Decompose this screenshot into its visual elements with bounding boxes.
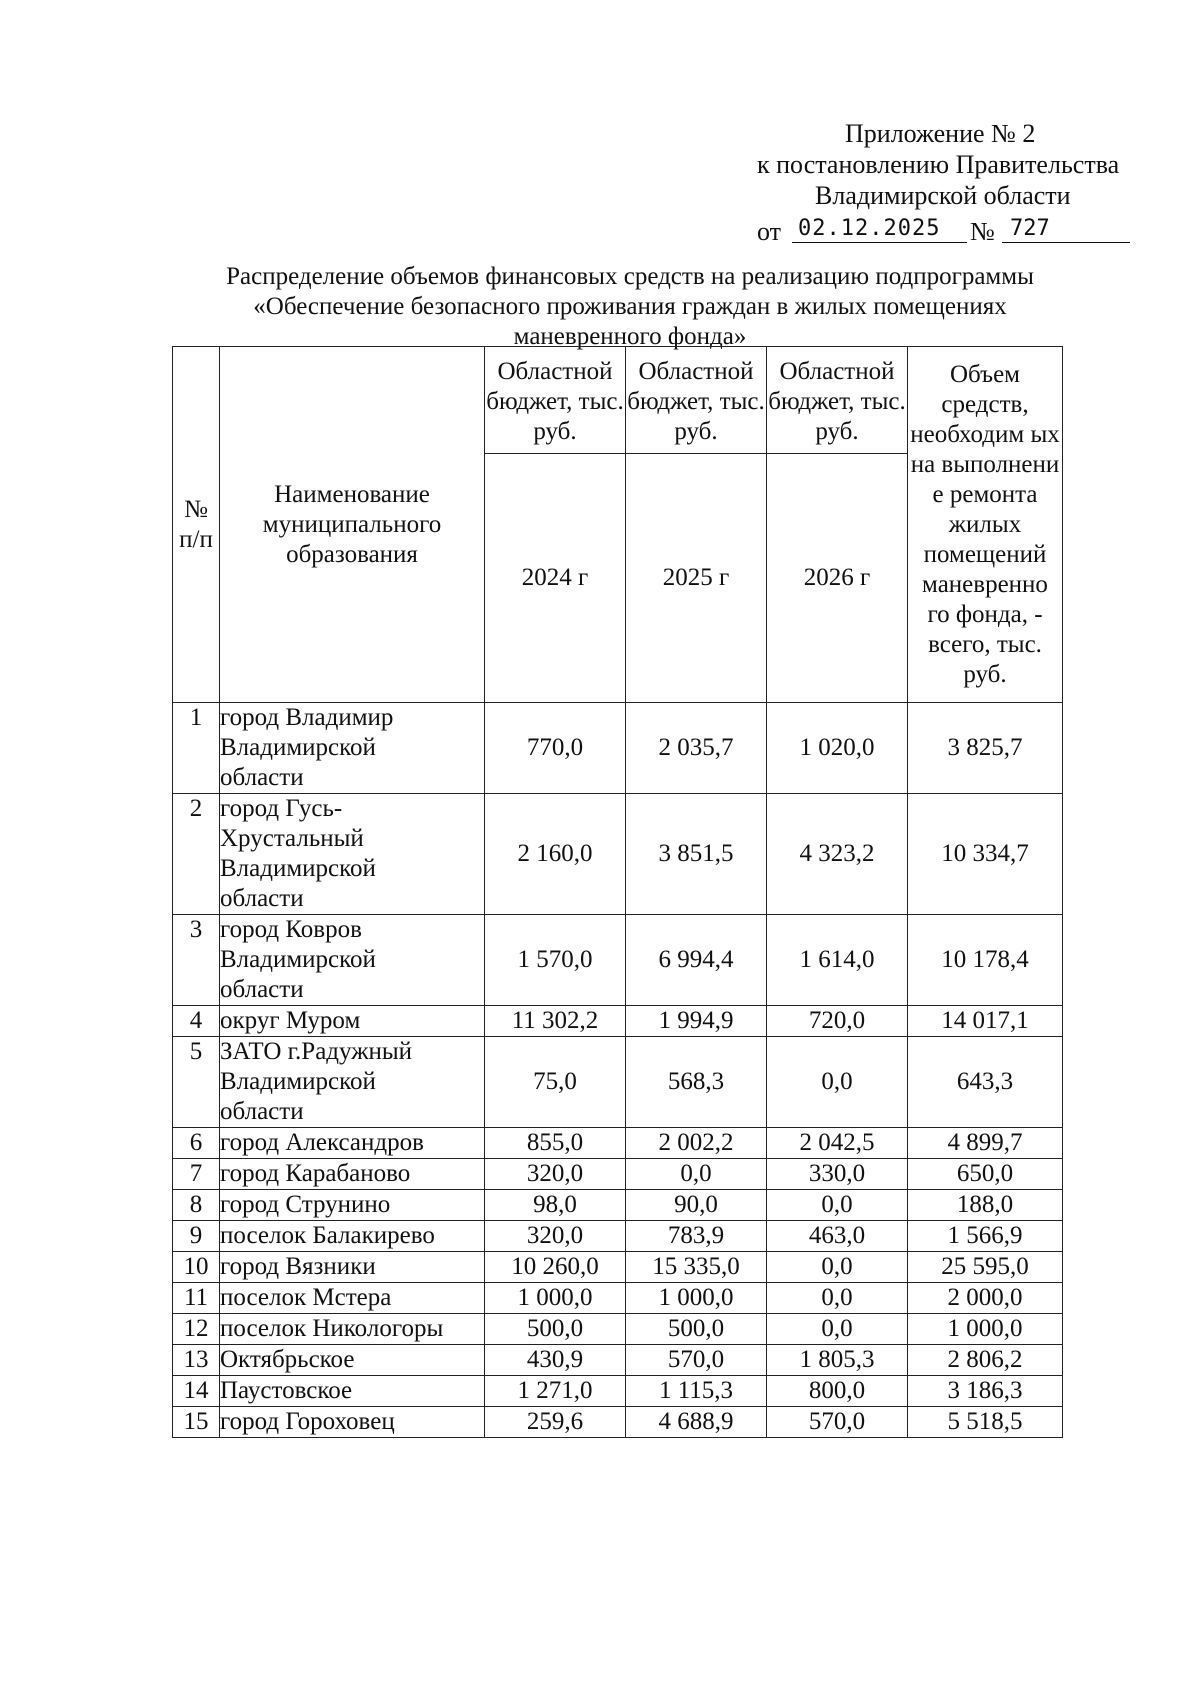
row-total: 2 000,0 (908, 1283, 1063, 1314)
title-line-1: Распределение объемов финансовых средств на реализацию подпрограммы (226, 263, 1034, 290)
row-number: 15 (173, 1407, 220, 1438)
row-value-2026: 330,0 (767, 1159, 908, 1190)
row-value-2024: 500,0 (485, 1314, 626, 1345)
row-value-2025: 1 994,9 (626, 1006, 767, 1037)
row-total: 4 899,7 (908, 1128, 1063, 1159)
row-value-2024: 1 570,0 (485, 915, 626, 1006)
row-value-2026: 1 020,0 (767, 703, 908, 794)
row-number: 9 (173, 1221, 220, 1252)
row-value-2026: 0,0 (767, 1037, 908, 1128)
row-total: 643,3 (908, 1037, 1063, 1128)
table-row (173, 1407, 1063, 1438)
row-value-2026: 4 323,2 (767, 794, 908, 915)
row-value-2024: 1 000,0 (485, 1283, 626, 1314)
row-value-2024: 98,0 (485, 1190, 626, 1221)
row-number: 1 (173, 703, 220, 794)
row-municipality: округ Муром (220, 1006, 485, 1037)
row-total: 3 186,3 (908, 1376, 1063, 1407)
funding-table (172, 346, 1063, 1438)
row-number: 13 (173, 1345, 220, 1376)
table-row (173, 1283, 1063, 1314)
appendix-title: Приложение № 2 (845, 119, 1036, 148)
row-value-2026: 0,0 (767, 1283, 908, 1314)
row-total: 188,0 (908, 1190, 1063, 1221)
table-row (173, 1006, 1063, 1037)
row-municipality: город Гороховец (220, 1407, 485, 1438)
header-budget-2026: Областной бюджет, тыс. руб. (767, 347, 908, 454)
row-municipality: поселок Никологоры (220, 1314, 485, 1345)
title-line-3: маневренного фонда» (513, 323, 747, 350)
row-value-2024: 11 302,2 (485, 1006, 626, 1037)
row-municipality: город Карабаново (220, 1159, 485, 1190)
row-value-2025: 15 335,0 (626, 1252, 767, 1283)
row-total: 25 595,0 (908, 1252, 1063, 1283)
row-value-2026: 463,0 (767, 1221, 908, 1252)
table-row (173, 915, 1063, 1006)
header-name: Наименование муниципального образования (220, 347, 485, 703)
row-total: 1 566,9 (908, 1221, 1063, 1252)
appendix-date-number-line (757, 216, 1157, 248)
row-number: 3 (173, 915, 220, 1006)
row-total: 14 017,1 (908, 1006, 1063, 1037)
row-number: 4 (173, 1006, 220, 1037)
row-municipality: город Гусь- Хрустальный Владимирской области (220, 794, 485, 915)
row-number: 6 (173, 1128, 220, 1159)
row-total: 10 334,7 (908, 794, 1063, 915)
row-number: 5 (173, 1037, 220, 1128)
row-municipality: поселок Мстера (220, 1283, 485, 1314)
row-value-2025: 568,3 (626, 1037, 767, 1128)
row-value-2026: 570,0 (767, 1407, 908, 1438)
appendix-region: Владимирской области (815, 181, 1071, 210)
row-value-2025: 500,0 (626, 1314, 767, 1345)
row-value-2025: 570,0 (626, 1345, 767, 1376)
header-total: Объем средств, необходим ых на выполнени е ремонта жилых помещений маневренно го фонда, - всего, тыс. руб. (908, 347, 1063, 703)
decree-number: 727 (1002, 213, 1130, 243)
table-row (173, 1037, 1063, 1128)
row-value-2024: 320,0 (485, 1159, 626, 1190)
row-value-2025: 783,9 (626, 1221, 767, 1252)
appendix-reference: к постановлению Правительства (757, 150, 1120, 179)
document-title (180, 262, 1080, 352)
row-municipality: ЗАТО г.Радужный Владимирской области (220, 1037, 485, 1128)
row-value-2024: 2 160,0 (485, 794, 626, 915)
row-value-2025: 4 688,9 (626, 1407, 767, 1438)
row-municipality: город Струнино (220, 1190, 485, 1221)
row-value-2024: 75,0 (485, 1037, 626, 1128)
row-value-2026: 2 042,5 (767, 1128, 908, 1159)
row-value-2024: 430,9 (485, 1345, 626, 1376)
row-municipality: город Владимир Владимирской области (220, 703, 485, 794)
table-row (173, 1252, 1063, 1283)
header-year-2026: 2026 г (767, 454, 908, 703)
row-municipality: Паустовское (220, 1376, 485, 1407)
header-number: № п/п (173, 347, 220, 703)
table-row (173, 794, 1063, 915)
row-value-2024: 855,0 (485, 1128, 626, 1159)
header-year-2025: 2025 г (626, 454, 767, 703)
header-budget-2025: Областной бюджет, тыс. руб. (626, 347, 767, 454)
row-value-2026: 1 805,3 (767, 1345, 908, 1376)
table-row (173, 1314, 1063, 1345)
decree-date: 02.12.2025 (792, 213, 967, 243)
row-value-2026: 0,0 (767, 1314, 908, 1345)
row-total: 2 806,2 (908, 1345, 1063, 1376)
row-number: 2 (173, 794, 220, 915)
row-number: 7 (173, 1159, 220, 1190)
row-value-2025: 3 851,5 (626, 794, 767, 915)
row-total: 10 178,4 (908, 915, 1063, 1006)
header-year-2024: 2024 г (485, 454, 626, 703)
row-number: 12 (173, 1314, 220, 1345)
table-row (173, 1376, 1063, 1407)
table-row (173, 1128, 1063, 1159)
row-municipality: город Ковров Владимирской области (220, 915, 485, 1006)
row-value-2024: 770,0 (485, 703, 626, 794)
title-line-2: «Обеспечение безопасного проживания граждан в жилых помещениях (253, 293, 1007, 320)
row-municipality: город Александров (220, 1128, 485, 1159)
row-value-2024: 1 271,0 (485, 1376, 626, 1407)
table-row (173, 1159, 1063, 1190)
header-budget-2024: Областной бюджет, тыс. руб. (485, 347, 626, 454)
row-value-2024: 259,6 (485, 1407, 626, 1438)
row-value-2025: 1 000,0 (626, 1283, 767, 1314)
row-value-2026: 0,0 (767, 1252, 908, 1283)
row-value-2026: 1 614,0 (767, 915, 908, 1006)
row-value-2025: 6 994,4 (626, 915, 767, 1006)
table-row (173, 1221, 1063, 1252)
row-number: 10 (173, 1252, 220, 1283)
row-value-2026: 800,0 (767, 1376, 908, 1407)
row-total: 650,0 (908, 1159, 1063, 1190)
row-value-2026: 720,0 (767, 1006, 908, 1037)
row-value-2025: 0,0 (626, 1159, 767, 1190)
row-municipality: Октябрьское (220, 1345, 485, 1376)
row-value-2025: 90,0 (626, 1190, 767, 1221)
row-value-2024: 320,0 (485, 1221, 626, 1252)
row-number: 14 (173, 1376, 220, 1407)
row-value-2025: 2 035,7 (626, 703, 767, 794)
row-total: 1 000,0 (908, 1314, 1063, 1345)
row-value-2026: 0,0 (767, 1190, 908, 1221)
row-number: 11 (173, 1283, 220, 1314)
row-value-2024: 10 260,0 (485, 1252, 626, 1283)
row-value-2025: 1 115,3 (626, 1376, 767, 1407)
table-row (173, 1190, 1063, 1221)
table-header-row (173, 347, 1063, 454)
row-total: 5 518,5 (908, 1407, 1063, 1438)
number-prefix: № (970, 217, 995, 246)
row-municipality: город Вязники (220, 1252, 485, 1283)
row-value-2025: 2 002,2 (626, 1128, 767, 1159)
table-row (173, 703, 1063, 794)
date-prefix: от (757, 217, 782, 246)
row-municipality: поселок Балакирево (220, 1221, 485, 1252)
table-row (173, 1345, 1063, 1376)
row-number: 8 (173, 1190, 220, 1221)
row-total: 3 825,7 (908, 703, 1063, 794)
